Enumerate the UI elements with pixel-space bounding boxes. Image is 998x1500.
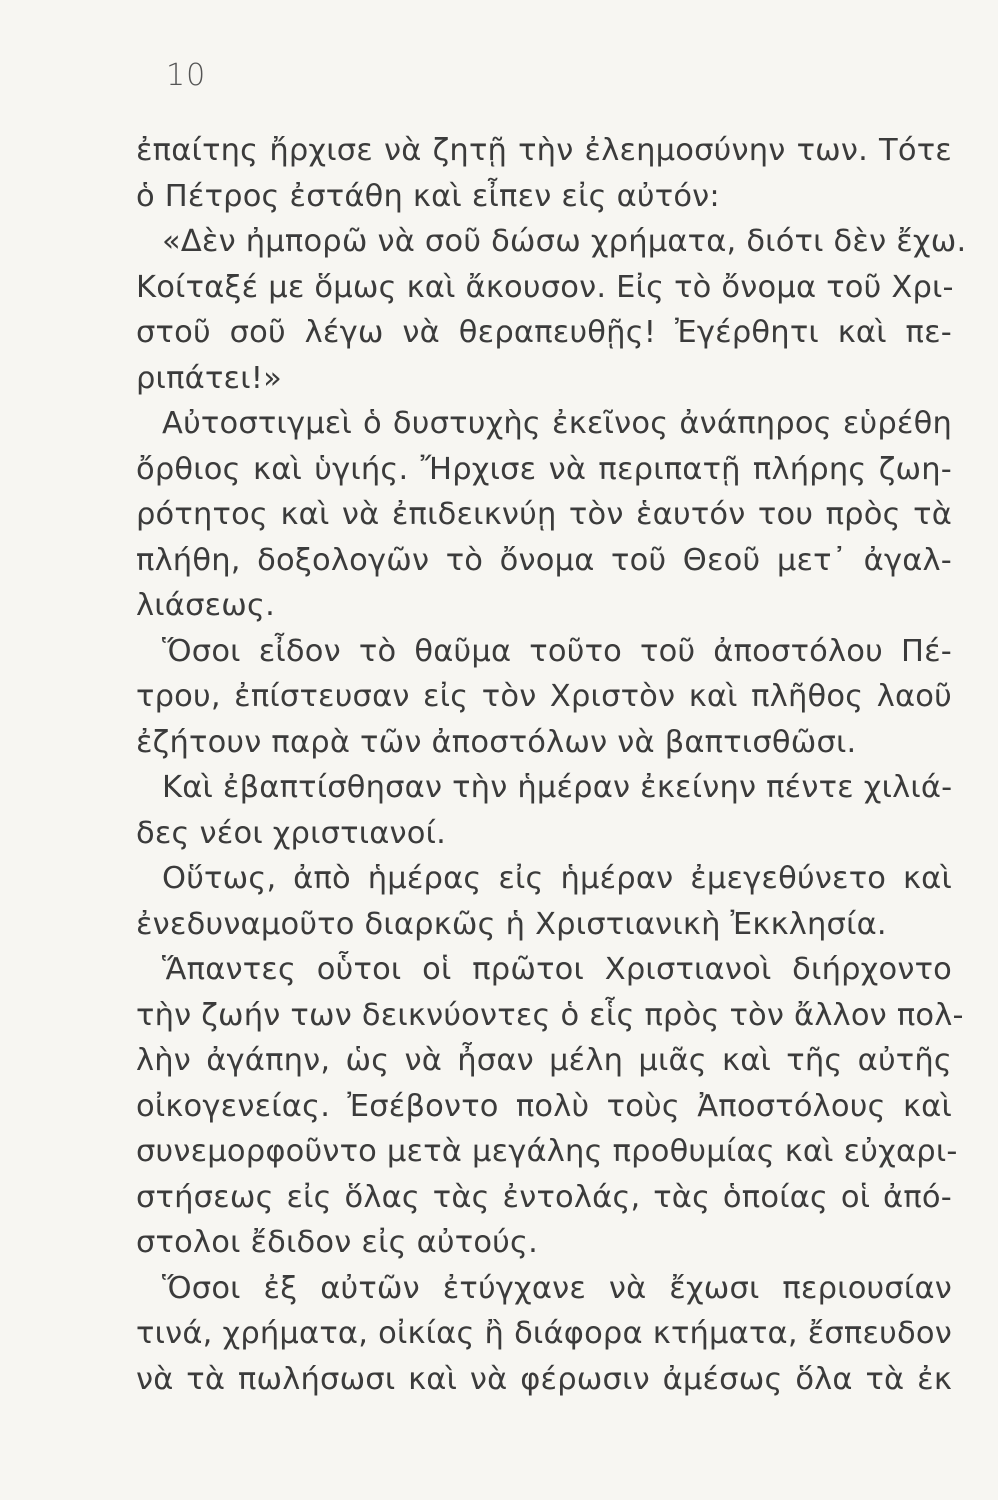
text-line: ριπάτει!» (136, 360, 283, 396)
text-line: Ὅσοι ἐξ αὐτῶν ἐτύγχανε νὰ ἔχωσι περιουσίαν (162, 1270, 952, 1306)
text-line: πλήθη, δοξολογῶν τὸ ὄνομα τοῦ Θεοῦ μετ᾽ ἀγαλ- (136, 542, 952, 578)
text-line: ἐπαίτης ἤρχισε νὰ ζητῇ τὴν ἐλεημοσύνην των. Τότε (136, 133, 952, 168)
text-line: Ὅσοι εἶδον τὸ θαῦμα τοῦτο τοῦ ἀποστόλου Πέ- (162, 633, 952, 669)
text-line: οἰκογενείας. Ἐσέβοντο πολὺ τοὺς Ἀποστόλους καὶ (136, 1088, 952, 1124)
text-line: στολοι ἔδιδον εἰς αὐτούς. (136, 1225, 539, 1260)
text-line: συνεμορφοῦντο μετὰ μεγάλης προθυμίας καὶ εὐχαρι- (136, 1134, 958, 1169)
text-line: τὴν ζωήν των δεικνύοντες ὁ εἷς πρὸς τὸν ἄλλον πολ- (136, 997, 964, 1033)
text-line: λὴν ἀγάπην, ὡς νὰ ἦσαν μέλη μιᾶς καὶ τῆς αὐτῆς (136, 1043, 952, 1078)
text-line: τρου, ἐπίστευσαν εἰς τὸν Χριστὸν καὶ πλῆθος λαοῦ (136, 679, 952, 714)
text-line: ὁ Πέτρος ἐστάθη καὶ εἶπεν εἰς αὐτόν: (136, 178, 720, 214)
text-line: στοῦ σοῦ λέγω νὰ θεραπευθῇς! Ἐγέρθητι καὶ πε- (136, 315, 952, 350)
text-line: νὰ τὰ πωλήσωσι καὶ νὰ φέρωσιν ἀμέσως ὅλα τὰ ἐκ (136, 1361, 952, 1397)
text-line: ρότητος καὶ νὰ ἐπιδεικνύῃ τὸν ἑαυτόν του πρὸς τὰ (136, 497, 952, 532)
body-text (136, 128, 967, 1402)
text-line: λιάσεως. (136, 588, 276, 623)
text-line: Καὶ ἐβαπτίσθησαν τὴν ἡμέραν ἐκείνην πέντε χιλιά- (162, 770, 953, 805)
text-line: στήσεως εἰς ὅλας τὰς ἐντολάς, τὰς ὁποίας οἱ ἀπό- (136, 1179, 952, 1215)
page-number: 10 (166, 58, 207, 93)
text-line: ἐνεδυναμοῦτο διαρκῶς ἡ Χριστιανικὴ Ἐκκλησία. (136, 906, 887, 942)
text-line: Ἅπαντες οὗτοι οἱ πρῶτοι Χριστιανοὶ διήρχοντο (162, 952, 952, 987)
text-line: ἐζήτουν παρὰ τῶν ἀποστόλων νὰ βαπτισθῶσι. (136, 724, 857, 760)
text-line: ὄρθιος καὶ ὑγιής. Ἤρχισε νὰ περιπατῇ πλήρης ζωη- (136, 451, 952, 487)
text-line: Κοίταξέ με ὅμως καὶ ἄκουσον. Εἰς τὸ ὄνομα τοῦ Χρι- (136, 269, 954, 305)
text-line: Αὐτοστιγμεὶ ὁ δυστυχὴς ἐκεῖνος ἀνάπηρος εὑρέθη (162, 406, 952, 441)
text-line: τινά, χρήματα, οἰκίας ἢ διάφορα κτήματα, ἔσπευδον (136, 1316, 952, 1351)
text-line: δες νέοι χριστιανοί. (136, 815, 447, 851)
text-line: «Δὲν ἠμπορῶ νὰ σοῦ δώσω χρήματα, διότι δὲν ἔχω. (162, 224, 967, 259)
text-line: Οὕτως, ἀπὸ ἡμέρας εἰς ἡμέραν ἐμεγεθύνετο καὶ (162, 861, 952, 896)
